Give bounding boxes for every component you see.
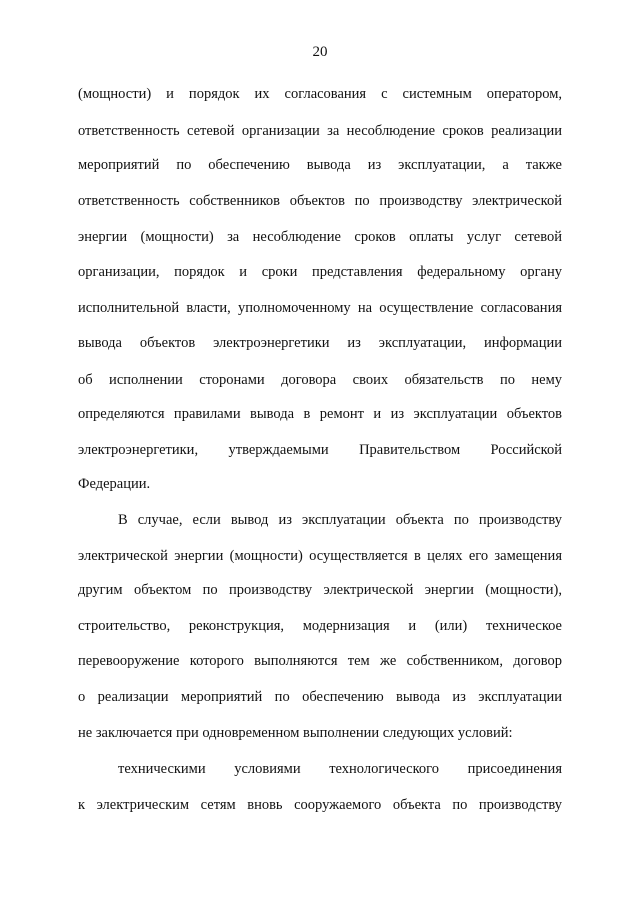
text-line: мероприятий по обеспечению вывода из эксплуатации, а также: [78, 157, 562, 173]
paragraph-first-line: В случае, если вывод из эксплуатации объекта по производству: [118, 512, 562, 528]
text-line: об исполнении сторонами договора своих обязательств по нему: [78, 372, 562, 388]
text-line: электрической энергии (мощности) осуществляется в целях его замещения: [78, 548, 562, 564]
text-line: (мощности) и порядок их согласования с системным оператором,: [78, 86, 562, 102]
text-line: другим объектом по производству электрической энергии (мощности),: [78, 582, 562, 598]
text-line: исполнительной власти, уполномоченному на осуществление согласования: [78, 300, 562, 316]
page-number: 20: [312, 44, 328, 60]
text-line: ответственность собственников объектов по производству электрической: [78, 193, 562, 209]
text-line: перевооружение которого выполняются тем же собственником, договор: [78, 653, 562, 669]
text-line: организации, порядок и сроки представления федеральному органу: [78, 264, 562, 280]
text-line: электроэнергетики, утверждаемыми Правительством Российской: [78, 442, 562, 458]
text-line: не заключается при одновременном выполнении следующих условий:: [78, 725, 513, 741]
text-line: определяются правилами вывода в ремонт и из эксплуатации объектов: [78, 406, 562, 422]
text-line: о реализации мероприятий по обеспечению вывода из эксплуатации: [78, 689, 562, 705]
text-line: строительство, реконструкция, модернизация и (или) техническое: [78, 618, 562, 634]
text-line: к электрическим сетям вновь сооружаемого объекта по производству: [78, 797, 562, 813]
text-line: Федерации.: [78, 476, 151, 492]
text-line: энергии (мощности) за несоблюдение сроков оплаты услуг сетевой: [78, 229, 562, 245]
text-line: ответственность сетевой организации за несоблюдение сроков реализации: [78, 123, 562, 139]
paragraph-first-line: техническими условиями технологического присоединения: [118, 761, 562, 777]
text-line: вывода объектов электроэнергетики из эксплуатации, информации: [78, 335, 562, 351]
